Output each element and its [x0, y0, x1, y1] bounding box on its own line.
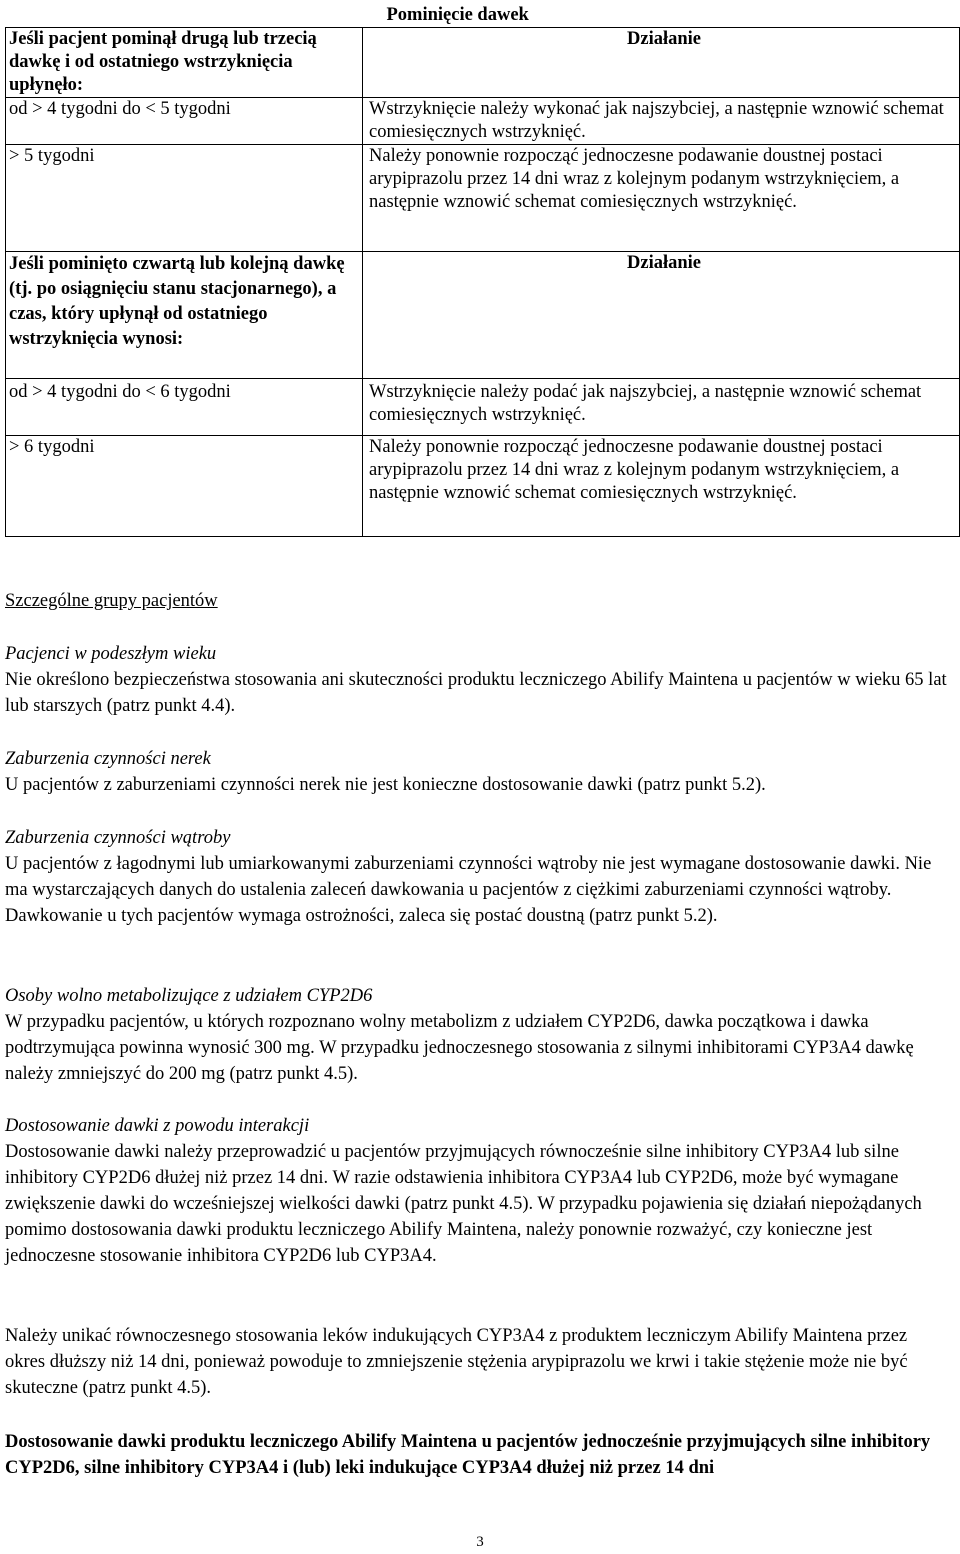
hepatic-text: U pacjentów z łagodnymi lub umiarkowanymi zaburzeniami czynności wątroby nie jest wymagane dostosowanie dawki. Nie ma wystarczających danych do ustalenia zaleceń dawkowania u pacjentów z ciężkimi zaburzeniami czynności wątroby. Dawkowanie u tych pacjentów wymaga ostrożności, zaleca się postać doustną (patrz punkt 5.2). [5, 854, 932, 926]
renal-text: U pacjentów z zaburzeniami czynności nerek nie jest konieczne dostosowanie dawki (patrz punkt 5.2). [5, 775, 766, 795]
cyp2d6-section [5, 983, 950, 1087]
missed-doses-table [5, 4, 960, 537]
renal-section [5, 746, 950, 798]
section2-row1-time: od > 4 tygodni do < 6 tygodni [6, 379, 363, 436]
section1-row2-action: Należy ponownie rozpocząć jednoczesne podawanie doustnej postaci arypiprazolu przez 14 dni wraz z kolejnym podanym wstrzyknięciem, a następnie wznowić schemat comiesięcznych wstrzyknięć. [363, 145, 960, 252]
inducers-text: Należy unikać równoczesnego stosowania leków indukujących CYP3A4 z produktem leczniczym Abilify Maintena przez okres dłuższy niż 14 dni, ponieważ powoduje to zmniejszenie stężenia arypiprazolu we krwi i takie stężenie może nie być skuteczne (patrz punkt 4.5). [5, 1326, 908, 1398]
elderly-text: Nie określono bezpieczeństwa stosowania ani skuteczności produktu leczniczego Abilify Maintena u pacjentów w wieku 65 lat lub starszych (patrz punkt 4.4). [5, 670, 947, 716]
elderly-section [5, 641, 950, 719]
section1-header-left: Jeśli pacjent pominął drugą lub trzecią dawkę i od ostatniego wstrzyknięcia upłynęło: [6, 28, 363, 98]
interactions-heading: Dostosowanie dawki z powodu interakcji [5, 1116, 310, 1136]
special-groups-title: Szczególne grupy pacjentów [5, 591, 218, 611]
inducers-section [5, 1323, 950, 1401]
section1-row1-time: od > 4 tygodni do < 5 tygodni [6, 98, 363, 145]
page-number: 3 [476, 1534, 484, 1550]
table-caption: Pominięcie dawek [386, 5, 529, 25]
cyp2d6-text: W przypadku pacjentów, u których rozpoznano wolny metabolizm z udziałem CYP2D6, dawka początkowa i dawka podtrzymująca powinna wynosić 300 mg. W przypadku jednoczesnego stosowania z silnymi inhibitorami CYP3A4 dawkę należy zmniejszyć do 200 mg (patrz punkt 4.5). [5, 1012, 914, 1084]
hepatic-heading: Zaburzenia czynności wątroby [5, 828, 231, 848]
section2-header-right: Działanie [363, 252, 960, 379]
elderly-heading: Pacjenci w podeszłym wieku [5, 644, 217, 664]
renal-heading: Zaburzenia czynności nerek [5, 749, 211, 769]
bold-section-heading: Dostosowanie dawki produktu leczniczego Abilify Maintena u pacjentów jednocześnie przyjmujących silne inhibitory CYP2D6, silne inhibitory CYP3A4 i (lub) leki indukujące CYP3A4 dłużej niż przez 14 dni [5, 1432, 931, 1478]
section1-row1-action: Wstrzyknięcie należy wykonać jak najszybciej, a następnie wznowić schemat comiesięcznych wstrzyknięć. [363, 98, 960, 145]
section1-header-right: Działanie [363, 28, 960, 98]
section2-row1-action: Wstrzyknięcie należy podać jak najszybciej, a następnie wznowić schemat comiesięcznych wstrzyknięć. [363, 379, 960, 436]
interactions-section [5, 1113, 950, 1269]
cyp2d6-heading: Osoby wolno metabolizujące z udziałem CYP2D6 [5, 986, 373, 1006]
interactions-text: Dostosowanie dawki należy przeprowadzić u pacjentów przyjmujących równocześnie silne inhibitory CYP3A4 lub silne inhibitory CYP2D6 dłużej niż przez 14 dni. W razie odstawienia inhibitora CYP3A4 lub CYP2D6, może być wymagane zwiększenie dawki do wcześniejszej wielkości dawki (patrz punkt 4.5). W przypadku pojawienia się działań niepożądanych pomimo dostosowania dawki produktu leczniczego Abilify Maintena, należy ponownie rozważyć, czy konieczne jest jednoczesne stosowanie inhibitora CYP2D6 lub CYP3A4. [5, 1142, 922, 1266]
section2-header-left: Jeśli pominięto czwartą lub kolejną dawkę (tj. po osiągnięciu stanu stacjonarnego), a czas, który upłynął od ostatniego wstrzyknięcia wynosi: [6, 252, 363, 379]
section2-row2-time: > 6 tygodni [6, 436, 363, 537]
section2-row2-action: Należy ponownie rozpocząć jednoczesne podawanie doustnej postaci arypiprazolu przez 14 dni wraz z kolejnym podanym wstrzyknięciem, a następnie wznowić schemat comiesięcznych wstrzyknięć. [363, 436, 960, 537]
section1-row2-time: > 5 tygodni [6, 145, 363, 252]
hepatic-section [5, 825, 950, 929]
